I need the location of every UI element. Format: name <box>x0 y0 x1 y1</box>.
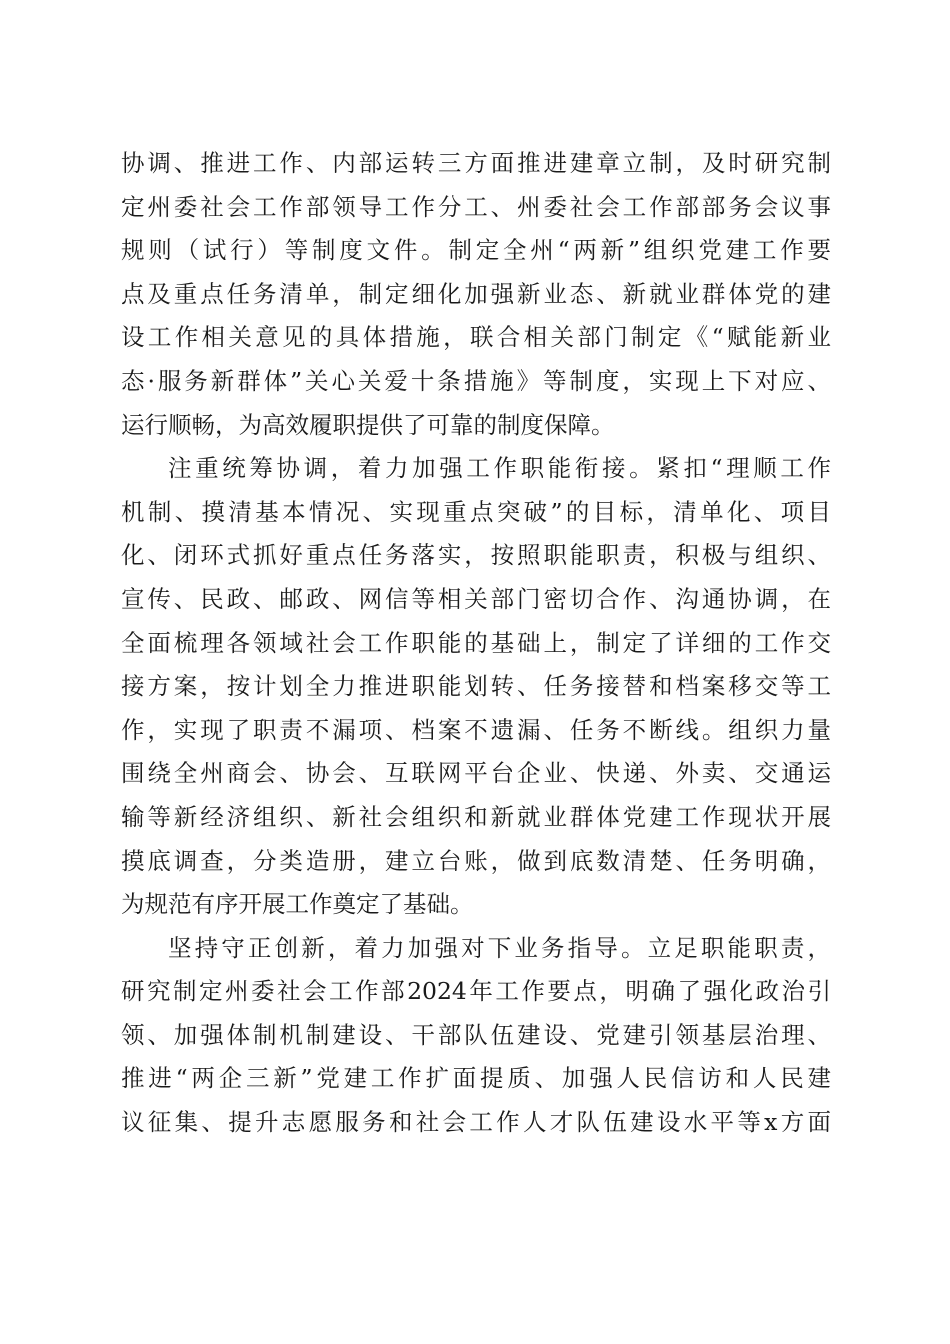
paragraph-3 <box>121 927 831 1145</box>
text-line: 作，实现了职责不漏项、档案不遗漏、任务不断线。组织力量 <box>121 715 831 744</box>
text-line: 宣传、民政、邮政、网信等相关部门密切合作、沟通协调，在 <box>121 584 831 613</box>
text-line: 坚持守正创新，着力加强对下业务指导。立足职能职责， <box>168 933 831 962</box>
text-line: 全面梳理各领域社会工作职能的基础上，制定了详细的工作交 <box>121 628 831 657</box>
text-line: 接方案，按计划全力推进职能划转、任务接替和档案移交等工 <box>121 672 831 701</box>
text-line: 为规范有序开展工作奠定了基础。 <box>121 890 474 919</box>
text-line: 输等新经济组织、新社会组织和新就业群体党建工作现状开展 <box>121 802 831 831</box>
text-line: 机制、摸清基本情况、实现重点突破”的目标，清单化、项目 <box>121 497 831 526</box>
text-line: 化、闭环式抓好重点任务落实，按照职能职责，积极与组织、 <box>121 541 831 570</box>
text-line: 注重统筹协调，着力加强工作职能衔接。紧扣“理顺工作 <box>168 454 831 483</box>
text-line: 围绕全州商会、协会、互联网平台企业、快递、外卖、交通运 <box>121 759 831 788</box>
text-line: 态·服务新群体”关心关爱十条措施》等制度，实现上下对应、 <box>121 366 831 395</box>
text-line: 摸底调查，分类造册，建立台账，做到底数清楚、任务明确， <box>121 846 831 875</box>
text-line: 运行顺畅，为高效履职提供了可靠的制度保障。 <box>121 410 615 439</box>
text-line: 定州委社会工作部领导工作分工、州委社会工作部部务会议事 <box>121 192 831 221</box>
text-line: 点及重点任务清单，制定细化加强新业态、新就业群体党的建 <box>121 279 831 308</box>
text-line: 领、加强体制机制建设、干部队伍建设、党建引领基层治理、 <box>121 1020 831 1049</box>
text-line: 设工作相关意见的具体措施，联合相关部门制定《“赋能新业 <box>121 323 831 352</box>
paragraph-2 <box>121 447 831 927</box>
text-line: 协调、推进工作、内部运转三方面推进建章立制，及时研究制 <box>121 149 831 177</box>
document-body <box>121 142 831 1145</box>
text-line: 议征集、提升志愿服务和社会工作人才队伍建设水平等x方面 <box>121 1108 831 1137</box>
text-line: 规则（试行）等制度文件。制定全州“两新”组织党建工作要 <box>121 236 831 265</box>
paragraph-1 <box>121 142 831 447</box>
text-line: 研究制定州委社会工作部2024年工作要点，明确了强化政治引 <box>121 977 831 1006</box>
text-line: 推进“两企三新”党建工作扩面提质、加强人民信访和人民建 <box>121 1064 831 1093</box>
